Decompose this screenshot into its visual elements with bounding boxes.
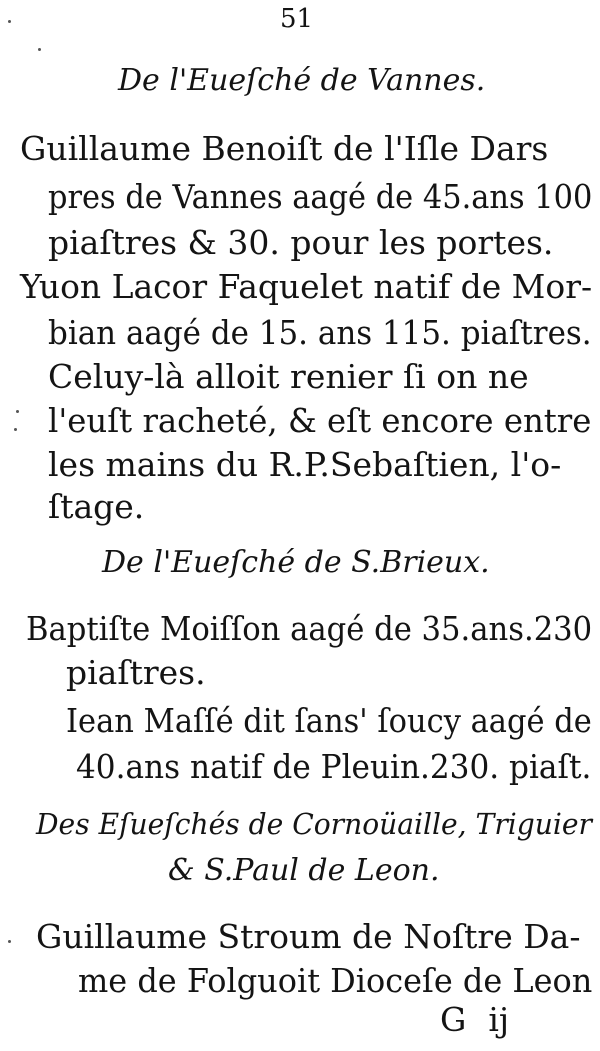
text-line: piaſtres & 30. pour les portes. [48,223,554,262]
print-speck [14,428,17,431]
signature-letter: G [440,1000,467,1039]
signature-mark [440,1000,510,1039]
page-number: 51 [280,4,314,34]
print-speck [8,940,11,943]
print-speck [38,48,41,51]
text-line: pres de Vannes aagé de 45.ans 100 [48,177,593,216]
text-line: Guillaume Stroum de Noſtre Da- [36,917,581,956]
text-line: ſtage. [48,487,145,526]
text-line: l'euſt racheté, & eſt encore entre [48,401,592,440]
text-line: Iean Maſſé dit ſans' ſoucy aagé de [66,701,592,740]
signature-number: ij [488,1000,510,1039]
section-heading-cornouaille: Des Eſueſchés de Cornoüaille, Triguier [36,807,592,841]
print-speck [16,410,19,413]
text-line: me de Folguoit Dioceſe de Leon [78,961,593,1000]
print-speck [8,20,11,23]
section-heading-leon: & S.Paul de Leon. [168,853,440,888]
section-heading-brieux: De l'Eueſché de S.Brieux. [102,545,490,580]
text-line: 40.ans natif de Pleuin.230. piaſt. [76,747,592,786]
section-heading-vannes: De l'Eueſché de Vannes. [118,63,486,98]
text-line: bian aagé de 15. ans 115. piaſtres. [48,313,592,352]
text-line: Yuon Lacor Faquelet natif de Mor- [20,267,593,306]
text-line: Baptiſte Moiſſon aagé de 35.ans.230 [26,609,593,648]
text-line: Celuy-là alloit renier ſi on ne [48,357,529,396]
text-line: piaſtres. [66,653,206,692]
text-line: Guillaume Benoiſt de l'Iſle Dars [20,129,549,168]
text-line: les mains du R.P.Sebaſtien, l'o- [48,445,562,484]
